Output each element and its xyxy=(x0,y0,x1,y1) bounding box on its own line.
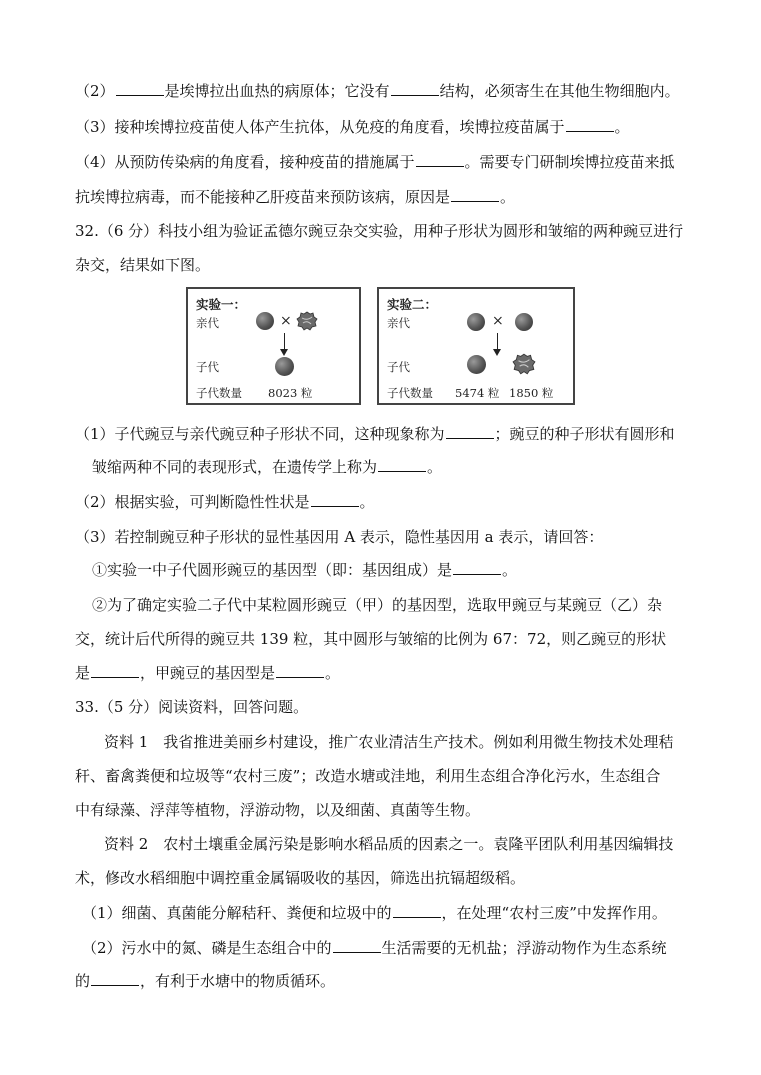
experiment-2-figure xyxy=(377,287,575,405)
q32-part1: （1）子代豌豆与亲代豌豆种子形状不同，这种现象称为 ；豌豆的种子形状有圆形和 xyxy=(75,425,675,443)
round-pea-icon xyxy=(256,312,274,330)
round-pea-icon xyxy=(467,313,485,331)
material-1: 资料 1 我省推进美丽乡村建设，推广农业清洁生产技术。例如利用微生物技术处理秸 xyxy=(104,733,674,751)
q32-intro-cont: 杂交，结果如下图。 xyxy=(75,256,211,274)
q32-part3-2-cont: 交，统计后代所得的豌豆共 139 粒，其中圆形与皱缩的比例为 67：72，则乙豌豆的形状 xyxy=(75,630,667,648)
answer-blank[interactable] xyxy=(416,152,464,167)
answer-blank[interactable] xyxy=(311,492,359,507)
answer-blank[interactable] xyxy=(276,663,324,678)
answer-blank[interactable] xyxy=(91,971,139,986)
round-offspring-count: 5474 粒 xyxy=(455,386,500,400)
experiment-1-figure xyxy=(186,287,361,405)
material-1-cont: 秆、畜禽粪便和垃圾等“农村三废”；改造水塘或洼地，利用生态组合净化污水，生态组合 xyxy=(75,767,661,785)
offspring-count: 8023 粒 xyxy=(268,386,313,400)
q31-part3: （3）接种埃博拉疫苗使人体产生抗体，从免疫的角度看，埃博拉疫苗属于 。 xyxy=(75,118,630,136)
experiment-1-title: 实验一： xyxy=(196,297,247,312)
arrow-head xyxy=(493,349,501,356)
q32-part3-2: ②为了确定实验二子代中某粒圆形豌豆（甲）的基因型，选取甲豌豆与某豌豆（乙）杂 xyxy=(92,596,663,614)
round-pea-icon xyxy=(515,313,533,331)
round-pea-icon xyxy=(275,357,294,376)
count-label: 子代数量 xyxy=(196,386,242,400)
q31-part4: （4）从预防传染病的角度看，接种疫苗的措施属于 。需要专门研制埃博拉疫苗来抵 xyxy=(75,153,675,171)
q33-part2: （2）污水中的氮、磷是生态组合中的 生活需要的无机盐；浮游动物作为生态系统 xyxy=(82,939,667,957)
q32-part1-cont: 皱缩两种不同的表现形式，在遗传学上称为 。 xyxy=(92,458,443,476)
parent-label: 亲代 xyxy=(196,316,219,330)
answer-blank[interactable] xyxy=(91,663,139,678)
answer-blank[interactable] xyxy=(453,560,501,575)
material-1-cont2: 中有绿藻、浮萍等植物，浮游动物，以及细菌、真菌等生物。 xyxy=(75,801,481,819)
q32-part3-2-answer: 是 ，甲豌豆的基因型是 。 xyxy=(75,664,341,682)
experiment-2-title: 实验二： xyxy=(387,297,438,312)
material-2-cont: 术，修改水稻细胞中调控重金属镉吸收的基因，筛选出抗镉超级稻。 xyxy=(75,869,526,887)
answer-blank[interactable] xyxy=(446,424,494,439)
answer-blank[interactable] xyxy=(378,457,426,472)
answer-blank[interactable] xyxy=(333,938,381,953)
child-label: 子代 xyxy=(387,360,410,374)
answer-blank[interactable] xyxy=(451,187,499,202)
wrinkled-pea-icon xyxy=(296,310,318,332)
round-pea-icon xyxy=(467,355,486,374)
cross-symbol: × xyxy=(492,313,504,329)
wrinkled-offspring-count: 1850 粒 xyxy=(509,386,554,400)
q33-part1: （1）细菌、真菌能分解秸秆、粪便和垃圾中的 ，在处理“农村三废”中发挥作用。 xyxy=(82,904,667,922)
q32-part3: （3）若控制豌豆种子形状的显性基因用 A 表示，隐性基因用 a 表示，请回答： xyxy=(75,528,604,546)
answer-blank[interactable] xyxy=(391,81,439,96)
q33-part2-cont: 的 ，有利于水塘中的物质循环。 xyxy=(75,972,336,990)
answer-blank[interactable] xyxy=(566,117,614,132)
cross-symbol: × xyxy=(280,313,292,329)
answer-blank[interactable] xyxy=(116,81,164,96)
wrinkled-pea-icon xyxy=(512,352,536,376)
q31-part2: （2） 是埃博拉出血热的病原体；它没有 结构，必须寄生在其他生物细胞内。 xyxy=(75,82,680,100)
q32-part2: （2）根据实验，可判断隐性性状是 。 xyxy=(75,493,375,511)
q32-part3-1: ①实验一中子代圆形豌豆的基因型（即：基因组成）是 。 xyxy=(92,561,518,579)
q31-part4-cont: 抗埃博拉病毒，而不能接种乙肝疫苗来预防该病，原因是 。 xyxy=(75,188,516,206)
child-label: 子代 xyxy=(196,360,219,374)
parent-label: 亲代 xyxy=(387,316,410,330)
material-2: 资料 2 农村土壤重金属污染是影响水稻品质的因素之一。袁隆平团队利用基因编辑技 xyxy=(104,835,674,853)
count-label: 子代数量 xyxy=(387,386,433,400)
q33-intro: 33.（5 分）阅读资料，回答问题。 xyxy=(75,698,309,716)
q32-intro: 32.（6 分）科技小组为验证孟德尔豌豆杂交实验，用种子形状为圆形和皱缩的两种豌豆进行 xyxy=(75,222,684,240)
answer-blank[interactable] xyxy=(393,903,441,918)
arrow-head xyxy=(280,349,288,356)
